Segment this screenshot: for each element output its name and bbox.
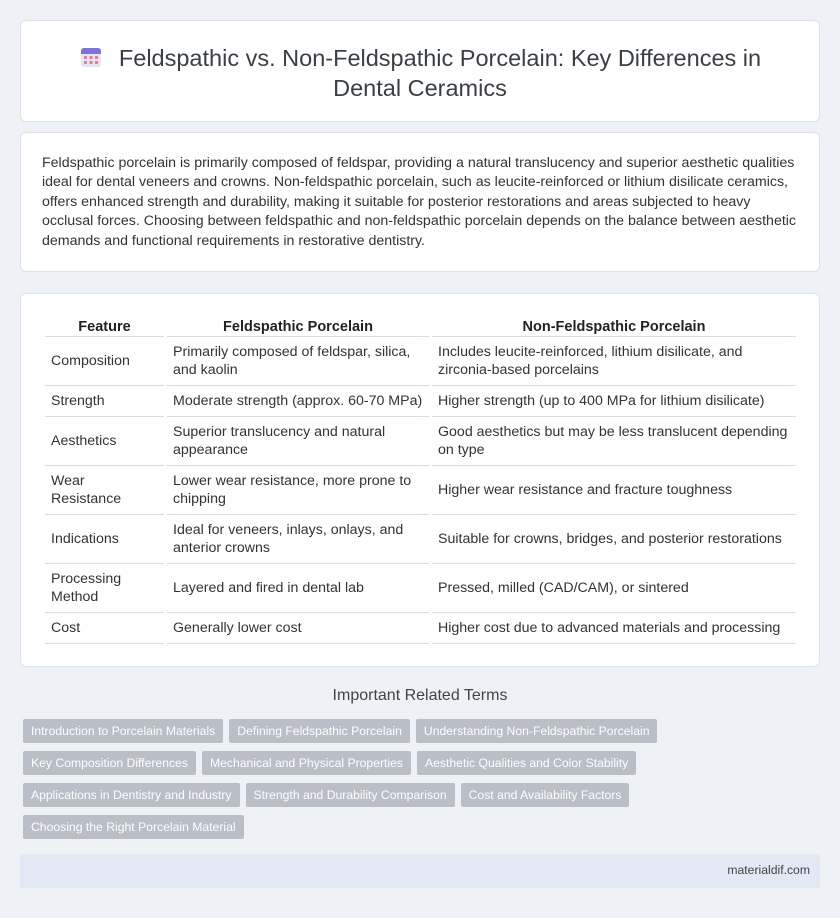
related-terms-list [23,719,823,847]
comparison-table [42,315,799,644]
related-term-tag[interactable]: Key Composition Differences [23,751,196,775]
feldspathic-cell: Layered and fired in dental lab [167,564,429,613]
page-title [21,43,819,103]
header-feature: Feature [45,315,164,337]
title-line-2: Dental Ceramics [333,75,507,101]
calendar-icon [79,45,103,69]
non-feldspathic-cell: Higher strength (up to 400 MPa for lithium disilicate) [432,386,796,417]
related-term-tag[interactable]: Understanding Non-Feldspathic Porcelain [416,719,658,743]
related-term-tag[interactable]: Introduction to Porcelain Materials [23,719,223,743]
non-feldspathic-cell: Suitable for crowns, bridges, and posterior restorations [432,515,796,564]
feature-cell: Aesthetics [45,417,164,466]
intro-card [20,132,820,272]
non-feldspathic-cell: Includes leucite-reinforced, lithium disilicate, and zirconia-based porcelains [432,337,796,386]
table-header-row [45,315,796,337]
header-non-feldspathic: Non-Feldspathic Porcelain [432,315,796,337]
table-row [45,515,796,564]
intro-paragraph: Feldspathic porcelain is primarily composed of feldspar, providing a natural translucency and superior aesthetic qualities ideal for dental veneers and crowns. Non-feldspathic porcelain, such as leucite-reinforced or lithium disilicate ceramics, offers enhanced strength and durability, making it suitable for posterior restorations and areas subjected to heavy occlusal forces. Choosing between feldspathic and non-feldspathic porcelain depends on the balance between aesthetic demands and functional requirements in restorative dentistry. [42,155,797,249]
feature-cell: Cost [45,613,164,644]
related-term-tag[interactable]: Strength and Durability Comparison [246,783,455,807]
footer [20,854,820,888]
related-term-tag[interactable]: Mechanical and Physical Properties [202,751,411,775]
related-term-tag[interactable]: Aesthetic Qualities and Color Stability [417,751,636,775]
feature-cell: Processing Method [45,564,164,613]
non-feldspathic-cell: Good aesthetics but may be less translucent depending on type [432,417,796,466]
table-row [45,564,796,613]
comparison-card [20,293,820,667]
feldspathic-cell: Primarily composed of feldspar, silica, and kaolin [167,337,429,386]
header-feldspathic: Feldspathic Porcelain [167,315,429,337]
related-term-tag[interactable]: Applications in Dentistry and Industry [23,783,240,807]
table-row [45,417,796,466]
non-feldspathic-cell: Higher wear resistance and fracture toughness [432,466,796,515]
non-feldspathic-cell: Higher cost due to advanced materials and processing [432,613,796,644]
feldspathic-cell: Moderate strength (approx. 60-70 MPa) [167,386,429,417]
feldspathic-cell: Lower wear resistance, more prone to chipping [167,466,429,515]
table-row [45,613,796,644]
non-feldspathic-cell: Pressed, milled (CAD/CAM), or sintered [432,564,796,613]
related-term-tag[interactable]: Defining Feldspathic Porcelain [229,719,410,743]
footer-site-link[interactable]: materialdif.com [727,863,810,877]
table-row [45,386,796,417]
feature-cell: Indications [45,515,164,564]
table-row [45,466,796,515]
title-card [20,20,820,122]
feldspathic-cell: Ideal for veneers, inlays, onlays, and anterior crowns [167,515,429,564]
feature-cell: Wear Resistance [45,466,164,515]
feldspathic-cell: Superior translucency and natural appearance [167,417,429,466]
feldspathic-cell: Generally lower cost [167,613,429,644]
related-terms-heading: Important Related Terms [332,687,508,704]
related-term-tag[interactable]: Cost and Availability Factors [461,783,630,807]
title-line-1: Feldspathic vs. Non-Feldspathic Porcelain: Key Differences in [118,45,762,71]
related-term-tag[interactable]: Choosing the Right Porcelain Material [23,815,244,839]
feature-cell: Strength [45,386,164,417]
feature-cell: Composition [45,337,164,386]
table-row [45,337,796,386]
